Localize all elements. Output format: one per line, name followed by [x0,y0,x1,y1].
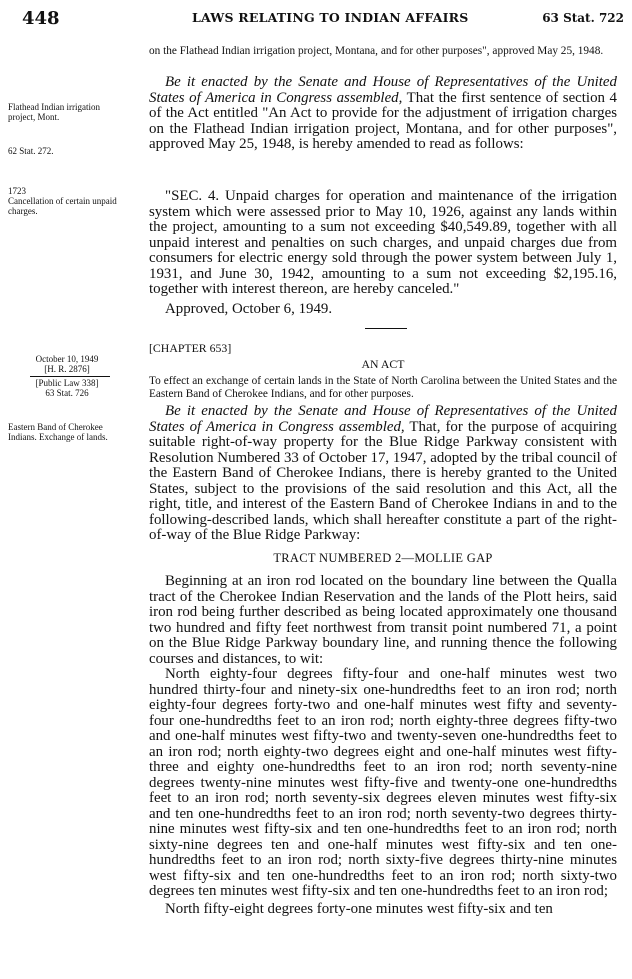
enacting-text-2: That, for the purpose of acquiring suitable right-of-way property for the Blue Ridge Parkway consistent with Resolution Numbered 33 of October 17, 1947, adopted by the tribal council of the Eastern Band of Cherokee Indians, there is hereby granted to the United States, subject to the provisions of the said resolution and this Act, all the right, title, and interest of the Eastern Band of Cherokee Indians in and to the following-described lands, which shall hereafter constitute a part of the right-of-way of the Blue Ridge Parkway: [149,418,617,543]
act-purpose: To effect an exchange of certain lands in the State of North Carolina between the United States and the Eastern Band of Cherokee Indians, and for other purposes. [149,375,617,400]
statute-reference: 63 Stat. 722 [542,11,624,25]
enacting-text: That the first sentence of section 4 of the Act entitled "An Act to provide for the adjustment of irrigation charges on the Flathead Indian irrigation project, Montana, and for other purposes", approved May 25, 1948, is hereby amended to read as follows: [149,89,617,152]
margin-rule [30,376,110,377]
margin-note-flathead: Flathead Indian irrigation project, Mont. [8,102,100,122]
tract-description-beginning: Beginning at an iron rod located on the boundary line between the Qualla tract of the Cherokee Indian Reservation and the lands of the Plott heirs, said iron rod being further described as being located approximately one thousand two hundred and fifty feet northwest from transit point numbered 71, a point on the Blue Ridge Parkway boundary line, and running thence the following courses and distances, to wit: [149,573,617,667]
tract-courses-continued: North fifty-eight degrees forty-one minutes west fifty-six and ten [165,901,553,917]
enacting-formula-2: Be it enacted by the Senate and House of Representatives of the United States of America in Congress assembled, [149,403,617,435]
chapter-label: [CHAPTER 653] [149,341,232,355]
section-4-text: "SEC. 4. Unpaid charges for operation and maintenance of the irrigation system which were assessed prior to May 10, 1926, against any lands within the project, amounting to a sum not exceeding $40,549.89, together with all unpaid interest and penalties on such charges, and unpaid charges due from consumers for electric energy sold through the power system between July 1, 1931, and June 30, 1942, amounting to a sum not exceeding $2,195.16, together with interest thereon, are hereby canceled." [149,188,617,297]
enacting-formula: Be it enacted by the Senate and House of Representatives of the United States of America in Congress assembled, [149,74,617,106]
enacting-clause-2 [149,404,617,544]
margin-note-hr: [H. R. 2876] [44,364,90,374]
tract-courses: North eighty-four degrees fifty-four and one-half minutes west two hundred thirty-four and ninety-six one-hundredths feet to an iron rod; north eighty-four degrees forty-two and one-half minutes west fifty and seventy-four one-hundredths feet to an iron rod; north eighty-three degrees fifty-two and one-half minutes west fifty-two and twenty-seven one-hundredths feet to an iron rod; north eighty-two degrees eight and one-half minutes west fifty-three and eighty one-hundredths feet to an iron rod; north seventy-nine degrees twenty-nine minutes west fifty-five and twenty-one one-hundredths feet to an iron rod; north seventy-six degrees eleven minutes west fifty-six and ten one-hundredths feet to an iron rod; north seventy-two degrees thirty-nine minutes west fifty-six and ten one-hundredths feet to an iron rod; north sixty-nine degrees ten and one-half minutes west fifty-six and ten one-hundredths feet to an iron rod; north sixty-five degrees thirty-nine minutes west fifty-six and ten one-hundredths feet to an iron rod; north sixty-two degrees ten minutes west fifty-six and ten one-hundredths feet to an iron rod; [149,666,617,899]
margin-note-stat-726: 63 Stat. 726 [45,388,89,398]
margin-note-cancellation: Cancellation of certain unpaid charges. [8,196,117,216]
margin-note-eastern-band: Eastern Band of Cherokee Indians. Exchange of lands. [8,422,108,442]
running-title: LAWS RELATING TO INDIAN AFFAIRS [192,10,469,25]
separator-rule [365,328,407,329]
margin-note-ref-723: 1723 [8,186,26,196]
act-heading: AN ACT [361,357,405,371]
margin-note-stat-272: 62 Stat. 272. [8,146,54,156]
approval-date: Approved, October 6, 1949. [165,301,333,317]
page-number: 448 [22,8,60,29]
margin-note-date: October 10, 1949 [35,354,99,364]
act-title-continuation: on the Flathead Indian irrigation project, Montana, and for other purposes", approved May 25, 1948. [149,45,604,57]
enacting-clause-1 [149,75,617,153]
margin-note-public-law: [Public Law 338] [35,378,99,388]
tract-heading: TRACT NUMBERED 2—MOLLIE GAP [273,551,493,565]
